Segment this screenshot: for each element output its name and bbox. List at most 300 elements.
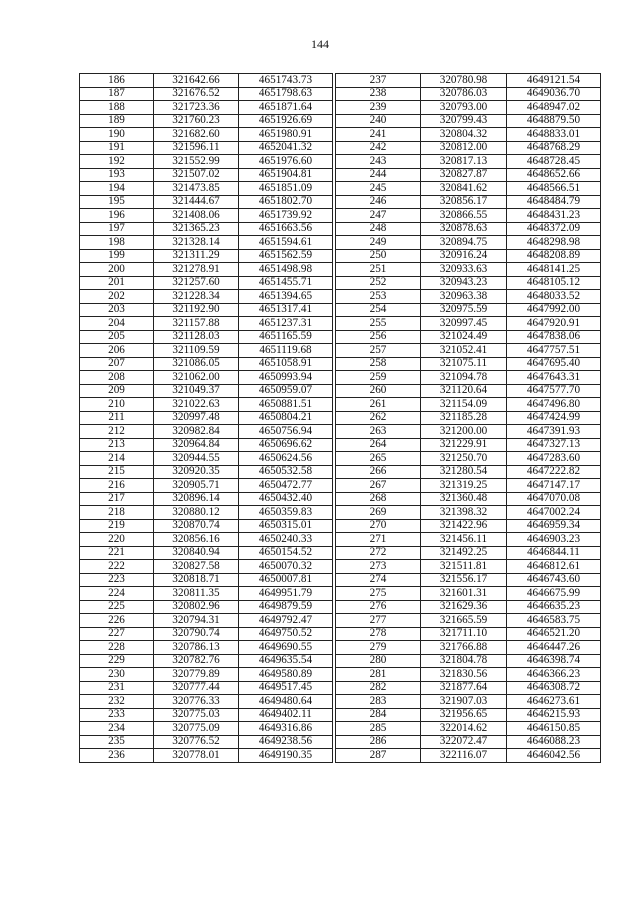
point-number-cell: 267 [336,479,421,493]
point-number-cell: 275 [336,587,421,601]
y-coordinate-cell: 4651165.59 [239,330,333,344]
x-coordinate-cell: 321311.29 [154,249,239,263]
table-row [336,492,601,506]
point-number-cell: 212 [80,425,154,439]
point-number-cell: 236 [80,749,154,763]
table-row [80,641,333,655]
y-coordinate-cell: 4650804.21 [239,411,333,425]
point-number-cell: 262 [336,411,421,425]
point-number-cell: 258 [336,357,421,371]
y-coordinate-cell: 4650881.51 [239,398,333,412]
y-coordinate-cell: 4646583.75 [507,614,601,628]
x-coordinate-cell: 321507.02 [154,168,239,182]
table-row [80,317,333,331]
point-number-cell: 284 [336,708,421,722]
y-coordinate-cell: 4647283.60 [507,452,601,466]
y-coordinate-cell: 4647643.31 [507,371,601,385]
y-coordinate-cell: 4648105.12 [507,276,601,290]
table-row [336,114,601,128]
table-row [80,425,333,439]
point-number-cell: 219 [80,519,154,533]
point-number-cell: 186 [80,74,154,88]
table-row [80,290,333,304]
x-coordinate-cell: 321682.60 [154,128,239,142]
x-coordinate-cell: 320975.59 [421,303,507,317]
table-row [80,438,333,452]
y-coordinate-cell: 4646903.23 [507,533,601,547]
point-number-cell: 231 [80,681,154,695]
point-number-cell: 246 [336,195,421,209]
point-number-cell: 189 [80,114,154,128]
point-number-cell: 259 [336,371,421,385]
x-coordinate-cell: 321830.56 [421,668,507,682]
point-number-cell: 221 [80,546,154,560]
x-coordinate-cell: 321128.03 [154,330,239,344]
y-coordinate-cell: 4646743.60 [507,573,601,587]
y-coordinate-cell: 4648652.66 [507,168,601,182]
point-number-cell: 255 [336,317,421,331]
x-coordinate-cell: 320896.14 [154,492,239,506]
table-row [336,87,601,101]
x-coordinate-cell: 320811.35 [154,587,239,601]
y-coordinate-cell: 4648768.29 [507,141,601,155]
point-number-cell: 195 [80,195,154,209]
x-coordinate-cell: 321319.25 [421,479,507,493]
x-coordinate-cell: 320778.01 [154,749,239,763]
y-coordinate-cell: 4646042.56 [507,749,601,763]
table-row [80,614,333,628]
x-coordinate-cell: 320964.84 [154,438,239,452]
y-coordinate-cell: 4646521.20 [507,627,601,641]
point-number-cell: 257 [336,344,421,358]
y-coordinate-cell: 4646308.72 [507,681,601,695]
x-coordinate-cell: 321280.54 [421,465,507,479]
y-coordinate-cell: 4651743.73 [239,74,333,88]
table-row [336,74,601,88]
table-row [336,708,601,722]
point-number-cell: 244 [336,168,421,182]
table-row [336,195,601,209]
x-coordinate-cell: 321676.52 [154,87,239,101]
point-number-cell: 273 [336,560,421,574]
y-coordinate-cell: 4651851.09 [239,182,333,196]
table-row [80,344,333,358]
y-coordinate-cell: 4647002.24 [507,506,601,520]
y-coordinate-cell: 4648141.25 [507,263,601,277]
point-number-cell: 240 [336,114,421,128]
point-number-cell: 248 [336,222,421,236]
x-coordinate-cell: 320777.44 [154,681,239,695]
point-number-cell: 276 [336,600,421,614]
y-coordinate-cell: 4649036.70 [507,87,601,101]
point-number-cell: 224 [80,587,154,601]
y-coordinate-cell: 4650432.40 [239,492,333,506]
point-number-cell: 279 [336,641,421,655]
point-number-cell: 193 [80,168,154,182]
point-number-cell: 237 [336,74,421,88]
x-coordinate-cell: 321596.11 [154,141,239,155]
y-coordinate-cell: 4649951.79 [239,587,333,601]
table-row [80,263,333,277]
point-number-cell: 249 [336,236,421,250]
x-coordinate-cell: 321473.85 [154,182,239,196]
y-coordinate-cell: 4647222.82 [507,465,601,479]
table-row [336,317,601,331]
y-coordinate-cell: 4650993.94 [239,371,333,385]
y-coordinate-cell: 4649635.54 [239,654,333,668]
table-row [336,101,601,115]
x-coordinate-cell: 320812.00 [421,141,507,155]
table-row [80,141,333,155]
x-coordinate-cell: 320802.96 [154,600,239,614]
table-row [336,735,601,749]
y-coordinate-cell: 4646812.61 [507,560,601,574]
y-coordinate-cell: 4646959.34 [507,519,601,533]
y-coordinate-cell: 4651562.59 [239,249,333,263]
y-coordinate-cell: 4652041.32 [239,141,333,155]
y-coordinate-cell: 4646088.23 [507,735,601,749]
point-number-cell: 278 [336,627,421,641]
table-row [80,276,333,290]
y-coordinate-cell: 4650532.58 [239,465,333,479]
point-number-cell: 265 [336,452,421,466]
point-number-cell: 216 [80,479,154,493]
y-coordinate-cell: 4646150.85 [507,722,601,736]
x-coordinate-cell: 320827.58 [154,560,239,574]
table-row [80,587,333,601]
table-row [80,560,333,574]
x-coordinate-cell: 321192.90 [154,303,239,317]
table-row [80,155,333,169]
y-coordinate-cell: 4650240.33 [239,533,333,547]
x-coordinate-cell: 320779.89 [154,668,239,682]
y-coordinate-cell: 4649121.54 [507,74,601,88]
table-row [336,128,601,142]
table-row [80,506,333,520]
x-coordinate-cell: 320827.87 [421,168,507,182]
table-row [336,627,601,641]
table-row [80,465,333,479]
table-row [80,128,333,142]
x-coordinate-cell: 320963.38 [421,290,507,304]
x-coordinate-cell: 321022.63 [154,398,239,412]
x-coordinate-cell: 320780.98 [421,74,507,88]
x-coordinate-cell: 320944.55 [154,452,239,466]
table-row [336,371,601,385]
table-row [80,87,333,101]
point-number-cell: 256 [336,330,421,344]
y-coordinate-cell: 4651119.68 [239,344,333,358]
table-row [80,101,333,115]
point-number-cell: 207 [80,357,154,371]
x-coordinate-cell: 321086.05 [154,357,239,371]
table-row [336,344,601,358]
point-number-cell: 198 [80,236,154,250]
y-coordinate-cell: 4651871.64 [239,101,333,115]
y-coordinate-cell: 4647695.40 [507,357,601,371]
point-number-cell: 251 [336,263,421,277]
x-coordinate-cell: 321766.88 [421,641,507,655]
x-coordinate-cell: 320818.71 [154,573,239,587]
y-coordinate-cell: 4647327.13 [507,438,601,452]
y-coordinate-cell: 4651980.91 [239,128,333,142]
x-coordinate-cell: 320856.16 [154,533,239,547]
y-coordinate-cell: 4650696.62 [239,438,333,452]
x-coordinate-cell: 320775.09 [154,722,239,736]
point-number-cell: 247 [336,209,421,223]
point-number-cell: 214 [80,452,154,466]
x-coordinate-cell: 320799.43 [421,114,507,128]
table-row [80,249,333,263]
y-coordinate-cell: 4648431.23 [507,209,601,223]
point-number-cell: 285 [336,722,421,736]
x-coordinate-cell: 321804.78 [421,654,507,668]
table-row [336,263,601,277]
table-row [80,573,333,587]
table-row [336,452,601,466]
table-row [80,303,333,317]
y-coordinate-cell: 4647147.17 [507,479,601,493]
x-coordinate-cell: 321052.41 [421,344,507,358]
point-number-cell: 217 [80,492,154,506]
y-coordinate-cell: 4651798.63 [239,87,333,101]
x-coordinate-cell: 321556.17 [421,573,507,587]
point-number-cell: 280 [336,654,421,668]
point-number-cell: 286 [336,735,421,749]
x-coordinate-cell: 320840.94 [154,546,239,560]
point-number-cell: 245 [336,182,421,196]
y-coordinate-cell: 4649580.89 [239,668,333,682]
y-coordinate-cell: 4650359.83 [239,506,333,520]
y-coordinate-cell: 4648484.79 [507,195,601,209]
x-coordinate-cell: 320841.62 [421,182,507,196]
table-row [336,654,601,668]
y-coordinate-cell: 4649190.35 [239,749,333,763]
x-coordinate-cell: 321024.49 [421,330,507,344]
table-row [336,249,601,263]
x-coordinate-cell: 321877.64 [421,681,507,695]
table-row [80,668,333,682]
table-row [336,546,601,560]
x-coordinate-cell: 321154.09 [421,398,507,412]
point-number-cell: 238 [336,87,421,101]
table-row [80,195,333,209]
x-coordinate-cell: 321456.11 [421,533,507,547]
point-number-cell: 196 [80,209,154,223]
table-row [336,695,601,709]
y-coordinate-cell: 4651394.65 [239,290,333,304]
y-coordinate-cell: 4649238.56 [239,735,333,749]
y-coordinate-cell: 4649690.55 [239,641,333,655]
y-coordinate-cell: 4646366.23 [507,668,601,682]
y-coordinate-cell: 4651976.60 [239,155,333,169]
point-number-cell: 204 [80,317,154,331]
table-row [336,182,601,196]
table-row [336,722,601,736]
y-coordinate-cell: 4648033.52 [507,290,601,304]
x-coordinate-cell: 320782.76 [154,654,239,668]
table-row [336,236,601,250]
y-coordinate-cell: 4651904.81 [239,168,333,182]
y-coordinate-cell: 4651739.92 [239,209,333,223]
table-row [336,641,601,655]
point-number-cell: 215 [80,465,154,479]
table-row [336,506,601,520]
x-coordinate-cell: 321157.88 [154,317,239,331]
x-coordinate-cell: 320878.63 [421,222,507,236]
point-number-cell: 213 [80,438,154,452]
x-coordinate-cell: 320997.45 [421,317,507,331]
point-number-cell: 233 [80,708,154,722]
table-row [336,533,601,547]
y-coordinate-cell: 4649792.47 [239,614,333,628]
x-coordinate-cell: 320920.35 [154,465,239,479]
table-row [336,290,601,304]
point-number-cell: 283 [336,695,421,709]
table-row [336,398,601,412]
coordinates-table-left [79,73,333,763]
x-coordinate-cell: 321552.99 [154,155,239,169]
point-number-cell: 208 [80,371,154,385]
point-number-cell: 209 [80,384,154,398]
table-row [336,681,601,695]
point-number-cell: 206 [80,344,154,358]
x-coordinate-cell: 320775.03 [154,708,239,722]
x-coordinate-cell: 320982.84 [154,425,239,439]
x-coordinate-cell: 321492.25 [421,546,507,560]
table-row [336,465,601,479]
point-number-cell: 194 [80,182,154,196]
x-coordinate-cell: 321200.00 [421,425,507,439]
x-coordinate-cell: 321075.11 [421,357,507,371]
point-number-cell: 232 [80,695,154,709]
table-row [80,74,333,88]
x-coordinate-cell: 320870.74 [154,519,239,533]
x-coordinate-cell: 321511.81 [421,560,507,574]
table-row [80,357,333,371]
x-coordinate-cell: 321444.67 [154,195,239,209]
table-row [80,722,333,736]
y-coordinate-cell: 4651926.69 [239,114,333,128]
x-coordinate-cell: 321723.36 [154,101,239,115]
table-row [336,573,601,587]
x-coordinate-cell: 321257.60 [154,276,239,290]
table-row [80,654,333,668]
point-number-cell: 197 [80,222,154,236]
x-coordinate-cell: 320905.71 [154,479,239,493]
y-coordinate-cell: 4647992.00 [507,303,601,317]
table-row [336,222,601,236]
table-row [80,114,333,128]
y-coordinate-cell: 4650315.01 [239,519,333,533]
y-coordinate-cell: 4646273.61 [507,695,601,709]
table-row [80,209,333,223]
y-coordinate-cell: 4650007.81 [239,573,333,587]
point-number-cell: 223 [80,573,154,587]
x-coordinate-cell: 321228.34 [154,290,239,304]
point-number-cell: 222 [80,560,154,574]
point-number-cell: 260 [336,384,421,398]
table-row [80,384,333,398]
point-number-cell: 270 [336,519,421,533]
table-row [336,357,601,371]
y-coordinate-cell: 4651594.61 [239,236,333,250]
y-coordinate-cell: 4646844.11 [507,546,601,560]
table-row [336,614,601,628]
x-coordinate-cell: 320866.55 [421,209,507,223]
y-coordinate-cell: 4647070.08 [507,492,601,506]
x-coordinate-cell: 321328.14 [154,236,239,250]
table-row [336,438,601,452]
x-coordinate-cell: 321229.91 [421,438,507,452]
point-number-cell: 192 [80,155,154,169]
table-row [336,668,601,682]
table-row [336,600,601,614]
x-coordinate-cell: 321094.78 [421,371,507,385]
table-row [336,303,601,317]
x-coordinate-cell: 320856.17 [421,195,507,209]
y-coordinate-cell: 4646215.93 [507,708,601,722]
x-coordinate-cell: 321398.32 [421,506,507,520]
point-number-cell: 187 [80,87,154,101]
point-number-cell: 210 [80,398,154,412]
point-number-cell: 281 [336,668,421,682]
point-number-cell: 250 [336,249,421,263]
x-coordinate-cell: 321629.36 [421,600,507,614]
y-coordinate-cell: 4648208.89 [507,249,601,263]
x-coordinate-cell: 320776.52 [154,735,239,749]
y-coordinate-cell: 4649517.45 [239,681,333,695]
x-coordinate-cell: 320933.63 [421,263,507,277]
point-number-cell: 199 [80,249,154,263]
table-row [80,452,333,466]
y-coordinate-cell: 4649480.64 [239,695,333,709]
y-coordinate-cell: 4648566.51 [507,182,601,196]
x-coordinate-cell: 320804.32 [421,128,507,142]
point-number-cell: 191 [80,141,154,155]
table-row [80,222,333,236]
y-coordinate-cell: 4646447.26 [507,641,601,655]
y-coordinate-cell: 4650472.77 [239,479,333,493]
table-row [80,695,333,709]
y-coordinate-cell: 4651802.70 [239,195,333,209]
table-row [80,749,333,763]
x-coordinate-cell: 321278.91 [154,263,239,277]
x-coordinate-cell: 321408.06 [154,209,239,223]
point-number-cell: 220 [80,533,154,547]
x-coordinate-cell: 320817.13 [421,155,507,169]
table-row [336,749,601,763]
table-row [80,519,333,533]
y-coordinate-cell: 4649402.11 [239,708,333,722]
y-coordinate-cell: 4646398.74 [507,654,601,668]
x-coordinate-cell: 321062.00 [154,371,239,385]
x-coordinate-cell: 320786.13 [154,641,239,655]
y-coordinate-cell: 4647838.06 [507,330,601,344]
point-number-cell: 242 [336,141,421,155]
y-coordinate-cell: 4651663.56 [239,222,333,236]
point-number-cell: 235 [80,735,154,749]
y-coordinate-cell: 4648728.45 [507,155,601,169]
y-coordinate-cell: 4647757.51 [507,344,601,358]
point-number-cell: 229 [80,654,154,668]
coordinates-table-right [335,73,601,763]
table-row [336,425,601,439]
point-number-cell: 274 [336,573,421,587]
point-number-cell: 230 [80,668,154,682]
point-number-cell: 272 [336,546,421,560]
table-row [336,384,601,398]
